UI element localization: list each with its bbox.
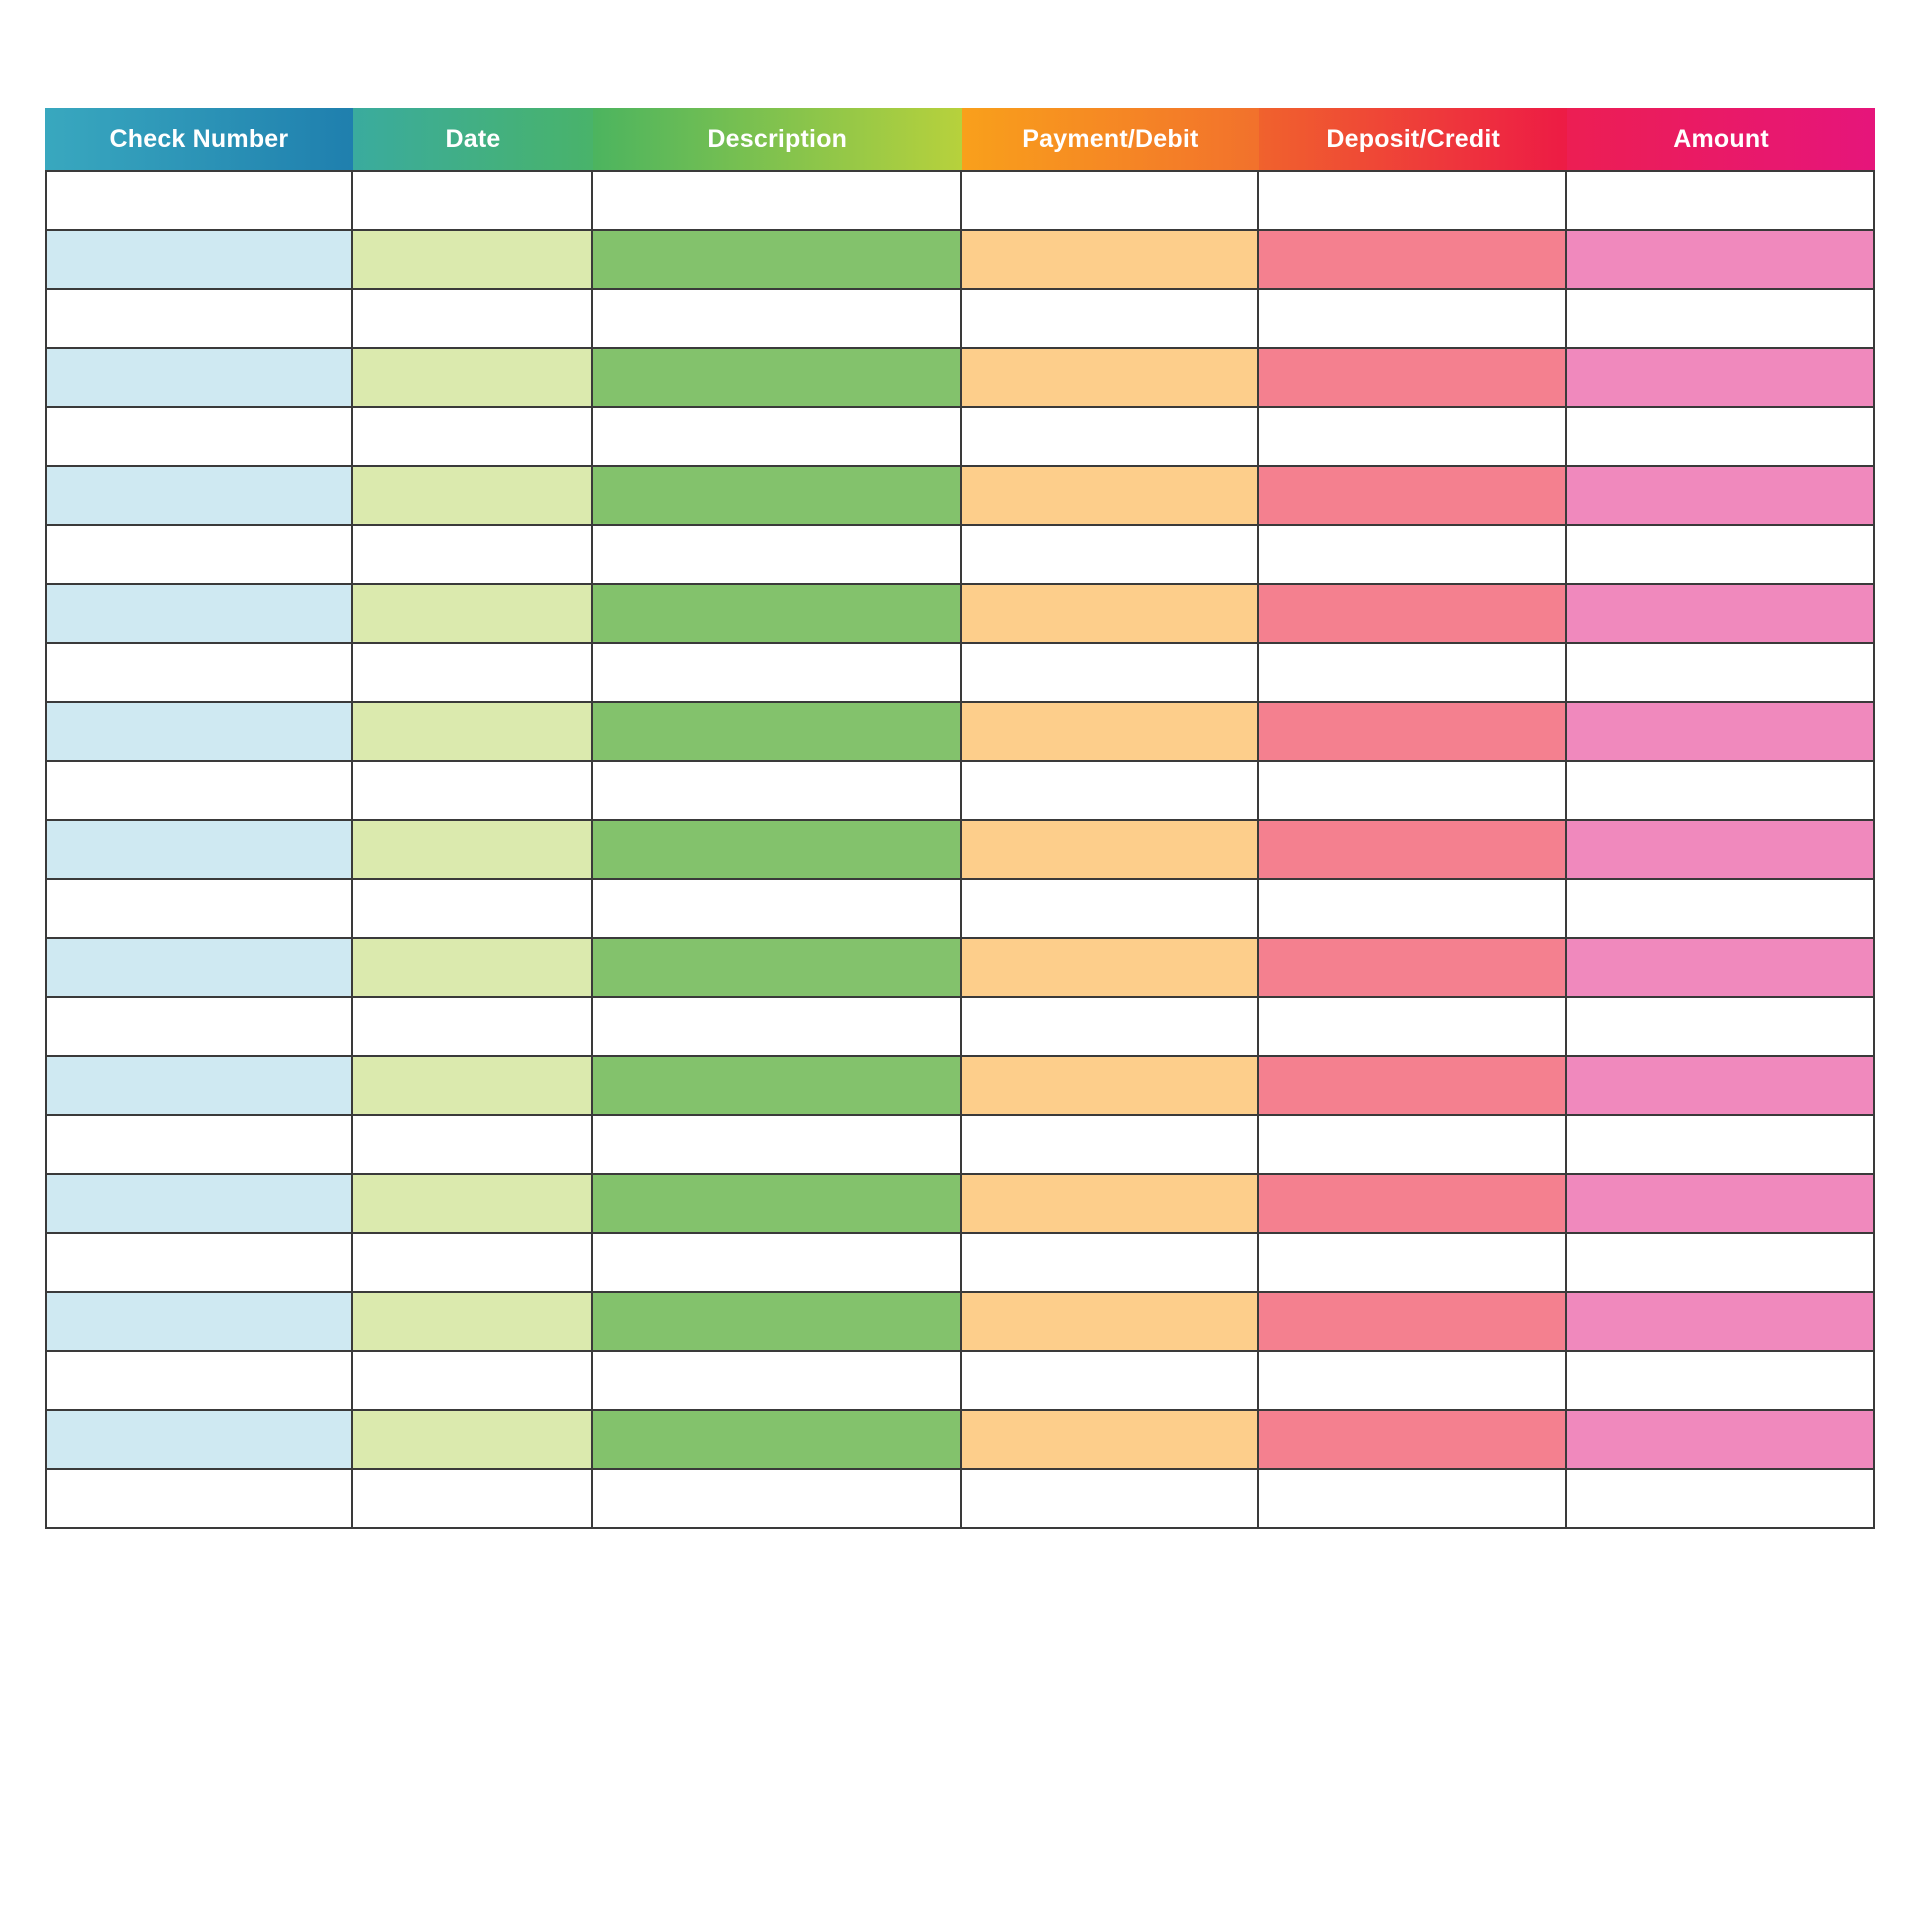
cell-payment-debit[interactable]	[962, 349, 1260, 408]
cell-description[interactable]	[593, 585, 961, 644]
column-header-check-number[interactable]: Check Number	[45, 108, 353, 170]
cell-payment-debit[interactable]	[962, 1411, 1260, 1470]
cell-payment-debit[interactable]	[962, 290, 1260, 349]
cell-amount[interactable]	[1567, 644, 1875, 703]
cell-amount[interactable]	[1567, 762, 1875, 821]
cell-date[interactable]	[353, 526, 593, 585]
cell-deposit-credit[interactable]	[1259, 1175, 1567, 1234]
cell-payment-debit[interactable]	[962, 1116, 1260, 1175]
cell-check-number[interactable]	[45, 231, 353, 290]
cell-amount[interactable]	[1567, 467, 1875, 526]
cell-description[interactable]	[593, 703, 961, 762]
cell-date[interactable]	[353, 290, 593, 349]
table-row	[45, 1352, 1875, 1411]
table-row	[45, 821, 1875, 880]
table-row	[45, 1057, 1875, 1116]
cell-check-number[interactable]	[45, 1234, 353, 1293]
cell-date[interactable]	[353, 349, 593, 408]
cell-amount[interactable]	[1567, 1470, 1875, 1529]
cell-amount[interactable]	[1567, 1175, 1875, 1234]
cell-amount[interactable]	[1567, 1411, 1875, 1470]
cell-check-number[interactable]	[45, 821, 353, 880]
table-row	[45, 231, 1875, 290]
table-row	[45, 526, 1875, 585]
cell-check-number[interactable]	[45, 703, 353, 762]
cell-amount[interactable]	[1567, 408, 1875, 467]
cell-payment-debit[interactable]	[962, 170, 1260, 231]
cell-check-number[interactable]	[45, 1293, 353, 1352]
cell-deposit-credit[interactable]	[1259, 762, 1567, 821]
column-header-deposit-credit[interactable]: Deposit/Credit	[1259, 108, 1567, 170]
cell-description[interactable]	[593, 349, 961, 408]
cell-deposit-credit[interactable]	[1259, 290, 1567, 349]
cell-description[interactable]	[593, 1057, 961, 1116]
cell-deposit-credit[interactable]	[1259, 644, 1567, 703]
cell-payment-debit[interactable]	[962, 1057, 1260, 1116]
cell-payment-debit[interactable]	[962, 585, 1260, 644]
cell-amount[interactable]	[1567, 821, 1875, 880]
table-row	[45, 1411, 1875, 1470]
cell-amount[interactable]	[1567, 1116, 1875, 1175]
column-header-payment-debit[interactable]: Payment/Debit	[962, 108, 1260, 170]
table-row	[45, 939, 1875, 998]
cell-date[interactable]	[353, 1175, 593, 1234]
cell-check-number[interactable]	[45, 1175, 353, 1234]
cell-check-number[interactable]	[45, 585, 353, 644]
table-row	[45, 467, 1875, 526]
cell-deposit-credit[interactable]	[1259, 939, 1567, 998]
cell-description[interactable]	[593, 1293, 961, 1352]
column-header-description[interactable]: Description	[593, 108, 961, 170]
cell-check-number[interactable]	[45, 1411, 353, 1470]
cell-check-number[interactable]	[45, 998, 353, 1057]
cell-deposit-credit[interactable]	[1259, 231, 1567, 290]
cell-payment-debit[interactable]	[962, 1352, 1260, 1411]
cell-date[interactable]	[353, 1234, 593, 1293]
cell-date[interactable]	[353, 998, 593, 1057]
cell-amount[interactable]	[1567, 231, 1875, 290]
cell-amount[interactable]	[1567, 1293, 1875, 1352]
cell-amount[interactable]	[1567, 170, 1875, 231]
cell-check-number[interactable]	[45, 526, 353, 585]
table-row	[45, 585, 1875, 644]
table-row	[45, 1175, 1875, 1234]
cell-description[interactable]	[593, 408, 961, 467]
cell-check-number[interactable]	[45, 1352, 353, 1411]
cell-description[interactable]	[593, 1116, 961, 1175]
cell-date[interactable]	[353, 821, 593, 880]
cell-check-number[interactable]	[45, 762, 353, 821]
cell-payment-debit[interactable]	[962, 526, 1260, 585]
cell-payment-debit[interactable]	[962, 1175, 1260, 1234]
cell-payment-debit[interactable]	[962, 998, 1260, 1057]
cell-date[interactable]	[353, 762, 593, 821]
cell-payment-debit[interactable]	[962, 1234, 1260, 1293]
cell-check-number[interactable]	[45, 1057, 353, 1116]
table-row	[45, 762, 1875, 821]
cell-deposit-credit[interactable]	[1259, 170, 1567, 231]
cell-deposit-credit[interactable]	[1259, 1234, 1567, 1293]
cell-date[interactable]	[353, 1116, 593, 1175]
cell-check-number[interactable]	[45, 1470, 353, 1529]
cell-payment-debit[interactable]	[962, 703, 1260, 762]
check-register-table	[45, 108, 1875, 1529]
cell-amount[interactable]	[1567, 1234, 1875, 1293]
cell-deposit-credit[interactable]	[1259, 467, 1567, 526]
cell-date[interactable]	[353, 880, 593, 939]
cell-date[interactable]	[353, 585, 593, 644]
table-row	[45, 880, 1875, 939]
column-header-date[interactable]: Date	[353, 108, 593, 170]
cell-description[interactable]	[593, 1352, 961, 1411]
cell-amount[interactable]	[1567, 939, 1875, 998]
cell-check-number[interactable]	[45, 290, 353, 349]
cell-date[interactable]	[353, 1411, 593, 1470]
cell-date[interactable]	[353, 939, 593, 998]
cell-description[interactable]	[593, 939, 961, 998]
cell-payment-debit[interactable]	[962, 1293, 1260, 1352]
cell-check-number[interactable]	[45, 880, 353, 939]
cell-description[interactable]	[593, 1234, 961, 1293]
cell-check-number[interactable]	[45, 408, 353, 467]
cell-deposit-credit[interactable]	[1259, 408, 1567, 467]
table-header	[45, 108, 1875, 170]
cell-deposit-credit[interactable]	[1259, 1057, 1567, 1116]
cell-deposit-credit[interactable]	[1259, 1470, 1567, 1529]
table-row	[45, 408, 1875, 467]
cell-check-number[interactable]	[45, 939, 353, 998]
cell-description[interactable]	[593, 1175, 961, 1234]
cell-deposit-credit[interactable]	[1259, 821, 1567, 880]
cell-date[interactable]	[353, 644, 593, 703]
table-row	[45, 1116, 1875, 1175]
cell-deposit-credit[interactable]	[1259, 526, 1567, 585]
cell-amount[interactable]	[1567, 349, 1875, 408]
cell-deposit-credit[interactable]	[1259, 703, 1567, 762]
cell-deposit-credit[interactable]	[1259, 585, 1567, 644]
cell-deposit-credit[interactable]	[1259, 1293, 1567, 1352]
cell-payment-debit[interactable]	[962, 467, 1260, 526]
cell-payment-debit[interactable]	[962, 1470, 1260, 1529]
cell-amount[interactable]	[1567, 585, 1875, 644]
table-row	[45, 349, 1875, 408]
table-row	[45, 703, 1875, 762]
cell-description[interactable]	[593, 821, 961, 880]
cell-amount[interactable]	[1567, 1352, 1875, 1411]
cell-description[interactable]	[593, 290, 961, 349]
table-row	[45, 290, 1875, 349]
cell-deposit-credit[interactable]	[1259, 349, 1567, 408]
cell-deposit-credit[interactable]	[1259, 1352, 1567, 1411]
cell-description[interactable]	[593, 467, 961, 526]
cell-check-number[interactable]	[45, 170, 353, 231]
cell-description[interactable]	[593, 762, 961, 821]
cell-description[interactable]	[593, 231, 961, 290]
cell-amount[interactable]	[1567, 1057, 1875, 1116]
cell-date[interactable]	[353, 1470, 593, 1529]
cell-description[interactable]	[593, 998, 961, 1057]
column-header-amount[interactable]: Amount	[1567, 108, 1875, 170]
cell-deposit-credit[interactable]	[1259, 1411, 1567, 1470]
cell-payment-debit[interactable]	[962, 821, 1260, 880]
cell-date[interactable]	[353, 1293, 593, 1352]
cell-amount[interactable]	[1567, 998, 1875, 1057]
cell-description[interactable]	[593, 526, 961, 585]
cell-amount[interactable]	[1567, 526, 1875, 585]
cell-payment-debit[interactable]	[962, 231, 1260, 290]
cell-description[interactable]	[593, 170, 961, 231]
cell-amount[interactable]	[1567, 880, 1875, 939]
cell-date[interactable]	[353, 1057, 593, 1116]
table-row	[45, 170, 1875, 231]
table-row	[45, 1293, 1875, 1352]
cell-payment-debit[interactable]	[962, 644, 1260, 703]
table-row	[45, 1234, 1875, 1293]
cell-description[interactable]	[593, 1411, 961, 1470]
cell-date[interactable]	[353, 408, 593, 467]
cell-description[interactable]	[593, 644, 961, 703]
table-row	[45, 998, 1875, 1057]
cell-check-number[interactable]	[45, 1116, 353, 1175]
cell-payment-debit[interactable]	[962, 408, 1260, 467]
cell-deposit-credit[interactable]	[1259, 1116, 1567, 1175]
table-row	[45, 644, 1875, 703]
cell-amount[interactable]	[1567, 703, 1875, 762]
cell-date[interactable]	[353, 170, 593, 231]
cell-check-number[interactable]	[45, 644, 353, 703]
cell-check-number[interactable]	[45, 467, 353, 526]
cell-description[interactable]	[593, 880, 961, 939]
cell-check-number[interactable]	[45, 349, 353, 408]
cell-deposit-credit[interactable]	[1259, 998, 1567, 1057]
cell-date[interactable]	[353, 231, 593, 290]
cell-date[interactable]	[353, 467, 593, 526]
table-row	[45, 1470, 1875, 1529]
cell-deposit-credit[interactable]	[1259, 880, 1567, 939]
cell-date[interactable]	[353, 1352, 593, 1411]
header-row	[45, 108, 1875, 170]
cell-payment-debit[interactable]	[962, 939, 1260, 998]
check-register-sheet	[45, 108, 1875, 1529]
cell-date[interactable]	[353, 703, 593, 762]
cell-payment-debit[interactable]	[962, 880, 1260, 939]
cell-payment-debit[interactable]	[962, 762, 1260, 821]
cell-description[interactable]	[593, 1470, 961, 1529]
table-body	[45, 170, 1875, 1529]
cell-amount[interactable]	[1567, 290, 1875, 349]
